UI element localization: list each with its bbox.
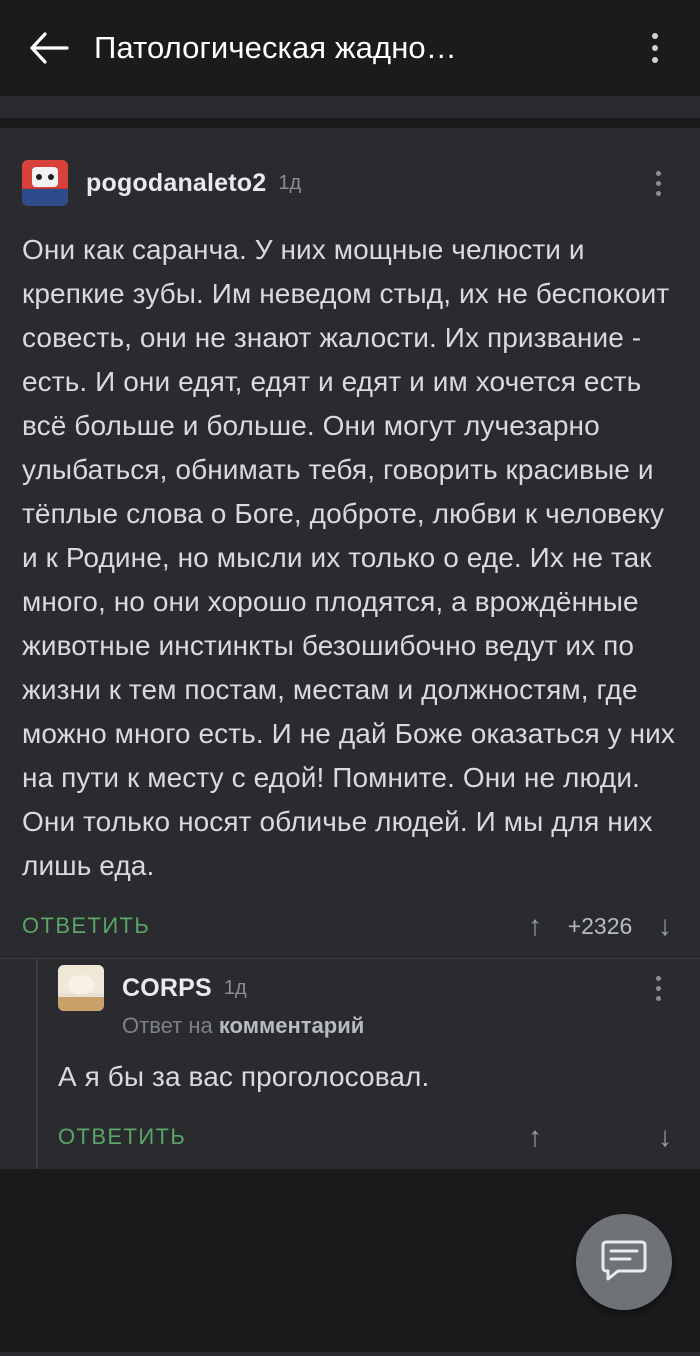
avatar[interactable]: [58, 965, 104, 1011]
comment-body: А я бы за вас проголосовал.: [58, 1061, 430, 1092]
kebab-menu-icon: [656, 191, 661, 196]
arrow-up-icon[interactable]: ↑: [528, 910, 542, 941]
vote-controls: [522, 1123, 678, 1151]
avatar[interactable]: [22, 160, 68, 206]
comment-username[interactable]: pogodanaleto2: [86, 168, 267, 197]
vote-score: +2326: [567, 912, 633, 939]
comment-timestamp: 1д: [278, 171, 302, 194]
comment-timestamp: 1д: [223, 976, 247, 999]
arrow-up-icon[interactable]: ↑: [528, 1121, 542, 1152]
previous-comment-sliver: [14, 96, 686, 118]
kebab-menu-icon: [652, 45, 658, 51]
arrow-left-icon: [29, 31, 69, 65]
arrow-down-icon[interactable]: ↓: [658, 1121, 672, 1152]
vote-controls: [522, 912, 678, 940]
comment-body: Они как саранча. У них мощные челюсти и крепкие зубы. Им неведом стыд, их не беспокоит совесть, они не знают жалости. Их призвание - есть. И они едят, едят и едят и им хочется есть всё больше и больше. Они могут лучезарно улыбаться, обнимать тебя, говорить красивые и тёплые слова о Боге, доброте, любви к человеку и к Родине, но мысли их только о еде. Их не так много, но они хорошо плодятся, а врождённые животные инстинкты безошибочно ведут их по жизни к тем постам, местам и должностям, где можно много есть. И не дай Боже оказаться у них на пути к месту с едой! Помните. Они не люди. Они только носят обличье людей. И мы для них лишь еда.: [22, 234, 676, 881]
page-title: Патологическая жадно…: [94, 30, 457, 65]
reply-button[interactable]: ОТВЕТИТЬ: [22, 913, 151, 938]
kebab-menu-icon: [652, 33, 658, 39]
reply-reference-prefix: Ответ на: [122, 1013, 219, 1038]
comment-root: [0, 128, 700, 958]
reply-button[interactable]: ОТВЕТИТЬ: [58, 1124, 187, 1149]
kebab-menu-icon: [656, 171, 661, 176]
comment-username[interactable]: CORPS: [122, 973, 212, 1002]
comment-menu-button[interactable]: [638, 965, 678, 1011]
kebab-menu-icon: [656, 996, 661, 1001]
comment-reply-container: [0, 959, 700, 1169]
kebab-menu-icon: [656, 986, 661, 991]
kebab-menu-icon: [656, 181, 661, 186]
bottom-edge: [0, 1352, 700, 1356]
comment-menu-button[interactable]: [638, 160, 678, 206]
new-comment-fab[interactable]: [576, 1214, 672, 1310]
kebab-menu-icon: [652, 57, 658, 63]
overflow-menu-button[interactable]: [628, 17, 682, 79]
reply-reference: [122, 1013, 678, 1039]
kebab-menu-icon: [656, 976, 661, 981]
comment-header: [58, 959, 678, 1017]
comment-footer: [58, 1105, 678, 1169]
comment-header: [22, 154, 678, 212]
app-bar: [0, 0, 700, 96]
arrow-down-icon[interactable]: ↓: [658, 910, 672, 941]
reply-reference-link[interactable]: комментарий: [218, 1013, 365, 1038]
back-button[interactable]: [18, 17, 80, 79]
comment-reply: [36, 959, 700, 1169]
comments-scroll-area[interactable]: [0, 96, 700, 1169]
comment-footer: [22, 894, 678, 958]
card-gap: [0, 118, 700, 128]
comment-bubble-icon: [600, 1238, 648, 1287]
